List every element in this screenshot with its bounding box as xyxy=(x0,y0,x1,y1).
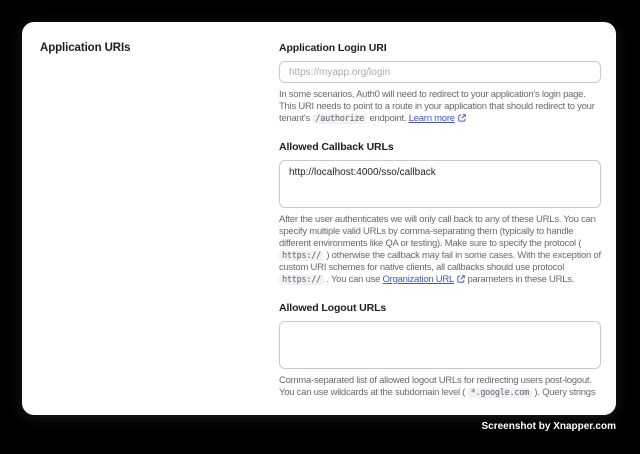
inline-code: https:// xyxy=(279,251,324,261)
callback-urls-label: Allowed Callback URLs xyxy=(279,141,394,153)
callback-urls-textarea[interactable] xyxy=(279,160,601,208)
application-uris-card xyxy=(22,22,616,415)
watermark: Screenshot by Xnapper.com xyxy=(481,421,616,432)
logout-urls-field xyxy=(279,302,601,399)
fields-column xyxy=(279,42,601,415)
external-link-icon xyxy=(458,114,466,122)
section-title: Application URIs xyxy=(40,42,131,54)
login-uri-input[interactable] xyxy=(279,61,601,83)
callback-urls-help: After the user authenticates we will only call back to any of these URLs. You can specify multiple valid URLs by comma-separating them (typically to handle different environments like QA or testing). Make sure to specify the protocol ( https:// ) otherwise the callback may fail in some cases. With the exception of custom URI schemes for native clients, all callbacks should use protocol https:// . You can use Organization URL parameters in these URLs. xyxy=(279,214,601,285)
learn-more-link[interactable]: Learn more xyxy=(409,113,466,124)
login-uri-label: Application Login URI xyxy=(279,42,387,54)
logout-urls-textarea[interactable] xyxy=(279,321,601,369)
login-uri-field xyxy=(279,42,601,125)
external-link-icon xyxy=(457,275,465,283)
inline-code: https:// xyxy=(279,275,324,285)
logout-urls-label: Allowed Logout URLs xyxy=(279,302,387,314)
login-uri-help: In some scenarios, Auth0 will need to redirect to your application's login page. This URI needs to point to a route in your application that should redirect to your tenant's /authorize endpoint. Learn more xyxy=(279,89,595,124)
logout-urls-help: Comma-separated list of allowed logout URLs for redirecting users post-logout. You can use wildcards at the subdomain level ( *.google.com ). Query strings xyxy=(279,375,596,398)
section-title-column xyxy=(40,42,279,415)
callback-urls-field xyxy=(279,141,601,286)
organization-url-link[interactable]: Organization URL xyxy=(383,274,466,285)
inline-code: /authorize xyxy=(312,114,367,124)
inline-code: *.google.com xyxy=(468,388,532,398)
